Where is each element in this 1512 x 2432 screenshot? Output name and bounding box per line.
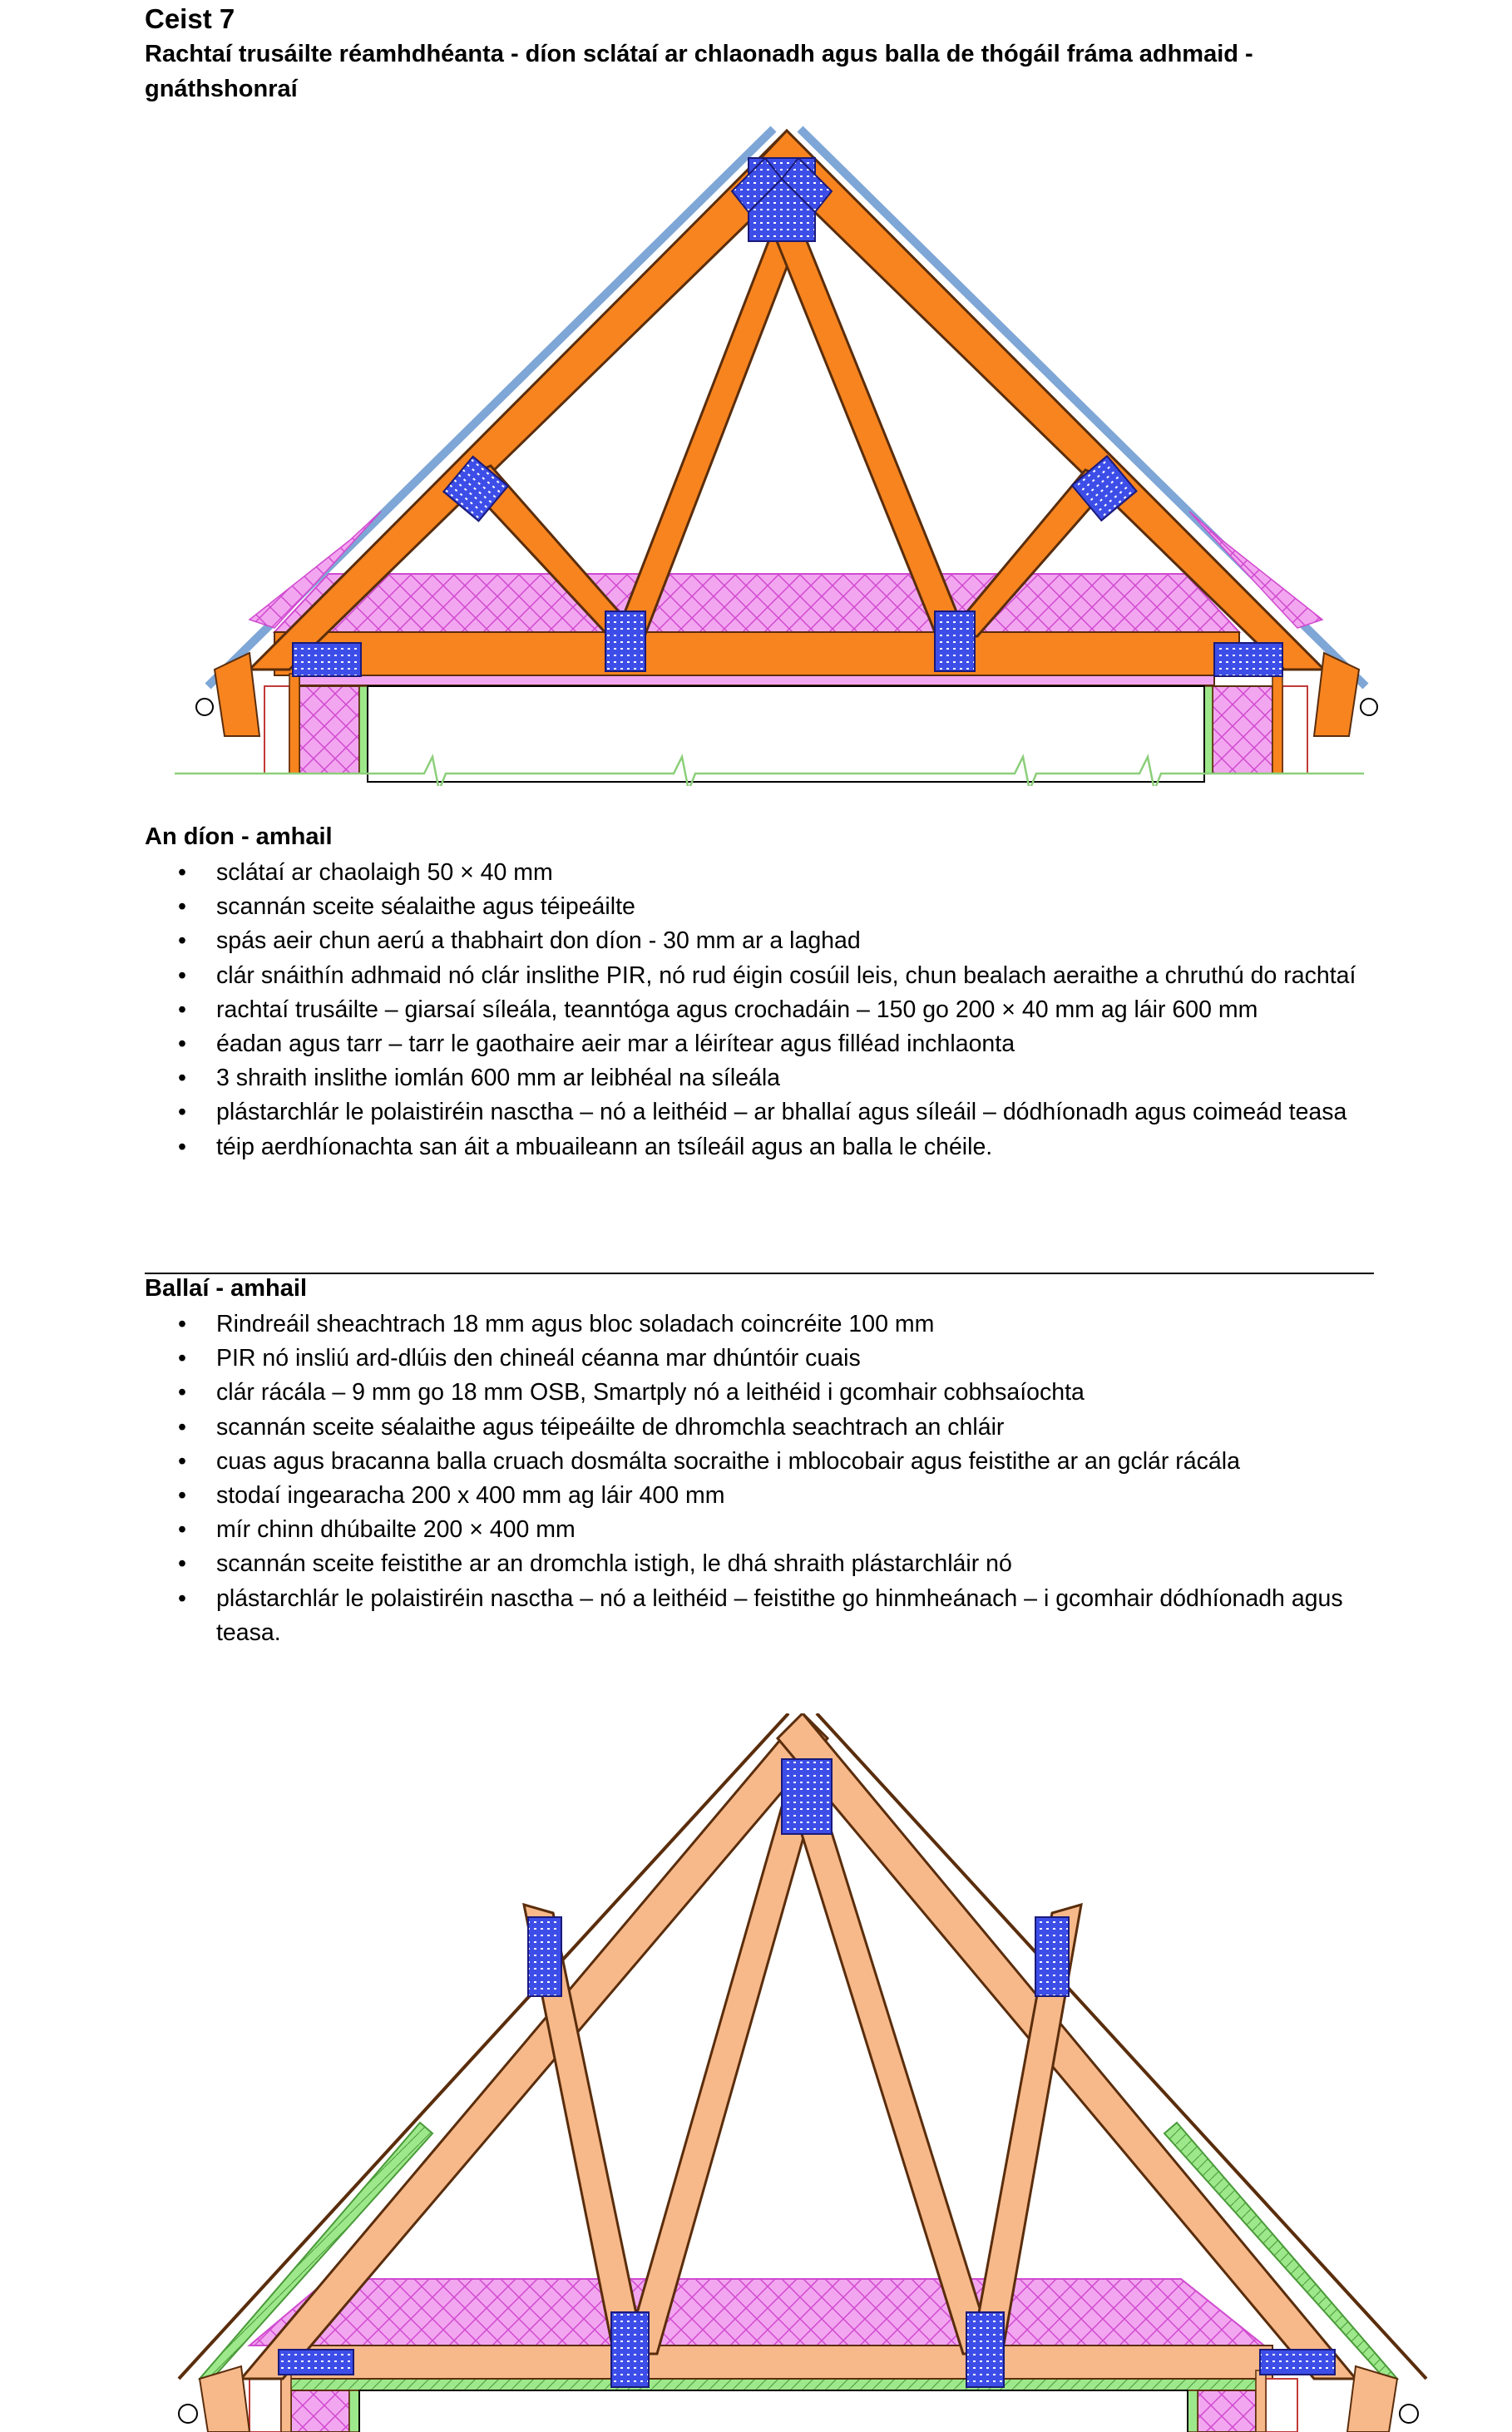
- walls-item: • mír chinn dhúbailte 200 × 400 mm: [145, 1513, 1384, 1547]
- roof-item: • plástarchlár le polaistiréin nasctha – nó a leithéid – ar bhallaí agus síleáil – dódhíonadh agus coimeád teasa: [145, 1095, 1384, 1129]
- left-heel-plate: [293, 643, 361, 676]
- walls-item: • plástarchlár le polaistiréin nasctha – nó a leithéid – feistithe go hinmheánach – i gcomhair dódhíonadh agus teasa.: [145, 1582, 1384, 1650]
- roof-item: • éadan agus tarr – tarr le gaothaire aeir mar a léirítear agus filléad inchlaonta: [145, 1027, 1384, 1061]
- left-web-inner: [625, 1792, 815, 2354]
- ceiling-joist: [274, 2345, 1272, 2379]
- truss-section-figure-top: [0, 121, 1512, 786]
- left-wall: [264, 674, 368, 774]
- left-bottom-plate: [605, 611, 645, 671]
- left-eaves-fascia: [200, 2366, 250, 2432]
- ceiling-insulation: [250, 2279, 1264, 2345]
- ceiling-board: [283, 2379, 1264, 2390]
- right-web-plate: [1035, 1917, 1069, 1996]
- roof-item: • téip aerdhíonachta san áit a mbuaileann an tsíleáil agus an balla le chéile.: [145, 1130, 1384, 1164]
- left-web-plate: [528, 1917, 561, 1996]
- apex-plate: [782, 1759, 832, 1834]
- left-gutter: [196, 699, 213, 715]
- ceiling-board: [299, 675, 1214, 685]
- right-bottom-plate: [966, 2312, 1004, 2387]
- walls-item: • scannán sceite feistithe ar an dromchla istigh, le dhá shraith plástarchláir nó: [145, 1547, 1384, 1581]
- left-heel-plate: [279, 2350, 353, 2375]
- right-bottom-plate: [935, 611, 975, 671]
- walls-item: • clár rácála – 9 mm go 18 mm OSB, Smartply nó a leithéid i gcomhair cobhsaíochta: [145, 1376, 1384, 1410]
- ceiling-insulation: [274, 574, 1239, 632]
- roof-item: • spás aeir chun aerú a thabhairt don díon - 30 mm ar a laghad: [145, 924, 1384, 958]
- roof-heading: An díon - amhail: [145, 823, 333, 850]
- walls-item: • cuas agus bracanna balla cruach dosmálta socraithe i mblocobair agus feistithe ar an gclár rácála: [145, 1445, 1384, 1479]
- roof-list: [145, 856, 1384, 1164]
- truss-section-figure-bottom: [0, 1713, 1512, 2432]
- right-gutter: [1400, 2405, 1418, 2423]
- roof-item: • 3 shraith inslithe iomlán 600 mm ar leibhéal na síleála: [145, 1061, 1384, 1095]
- roof-item: • rachtaí trusáilte – giarsaí síleála, teanntóga agus crochadáin – 150 go 200 × 40 mm ag láir 600 mm: [145, 993, 1384, 1027]
- right-heel-plate: [1260, 2350, 1335, 2375]
- roof-item: • sclátaí ar chaolaigh 50 × 40 mm: [145, 856, 1384, 890]
- walls-item: • stodaí ingearacha 200 x 400 mm ag láir 400 mm: [145, 1479, 1384, 1513]
- right-wall: [1204, 674, 1307, 774]
- left-gutter: [179, 2405, 197, 2423]
- left-bottom-plate: [611, 2312, 649, 2387]
- right-gutter: [1361, 699, 1377, 715]
- question-subtitle: Rachtaí trusáilte réamhdhéanta - díon sclátaí ar chlaonadh agus balla de thógáil fráma adhmaid - gnáthshonraí: [145, 41, 1253, 102]
- walls-item: • PIR nó insliú ard-dlúis den chineál céanna mar dhúntóir cuais: [145, 1342, 1384, 1376]
- right-eaves-fascia: [1347, 2366, 1397, 2432]
- right-heel-plate: [1214, 643, 1282, 676]
- walls-item: • Rindreáil sheachtrach 18 mm agus bloc soladach coincréite 100 mm: [145, 1307, 1384, 1342]
- roof-item: • scannán sceite séalaithe agus téipeáilte: [145, 890, 1384, 924]
- walls-list: [145, 1307, 1384, 1650]
- question-title: Ceist 7: [145, 3, 235, 34]
- walls-heading: Ballaí - amhail: [145, 1275, 308, 1302]
- section-divider: [145, 1273, 1374, 1274]
- walls-item: • scannán sceite séalaithe agus téipeáilte de dhromchla seachtrach an chláir: [145, 1411, 1384, 1445]
- ceiling-joist: [274, 632, 1239, 675]
- roof-item: • clár snáithín adhmaid nó clár inslithe PIR, nó rud éigin cosúil leis, chun bealach aeraithe a chruthú do rachtaí: [145, 959, 1384, 993]
